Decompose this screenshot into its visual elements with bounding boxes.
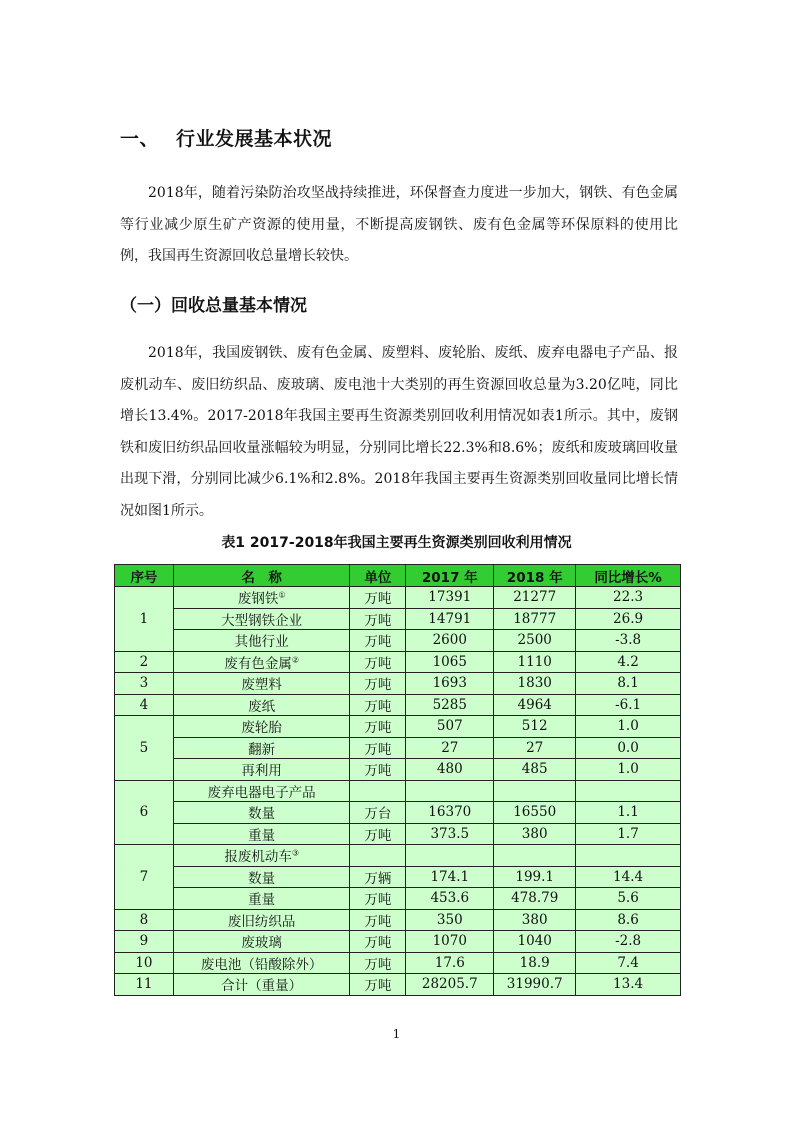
value-2018-cell: 1040 — [494, 931, 576, 953]
table-row — [115, 866, 681, 888]
name-text: 废钢铁 — [237, 591, 279, 608]
unit-cell: 万吨 — [350, 587, 406, 609]
table-row — [115, 909, 681, 931]
table-row — [115, 716, 681, 738]
value-2017-cell — [406, 780, 494, 802]
value-2018-cell: 512 — [494, 716, 576, 738]
unit-cell: 万吨 — [350, 608, 406, 630]
value-2018-cell: 18.9 — [494, 952, 576, 974]
section-number: 一、 — [120, 128, 160, 150]
unit-cell: 万吨 — [350, 888, 406, 910]
seq-cell: 4 — [115, 694, 174, 716]
growth-cell — [576, 845, 681, 867]
table-row — [115, 630, 681, 652]
unit-cell: 万吨 — [350, 716, 406, 738]
table-row — [115, 737, 681, 759]
unit-cell: 万台 — [350, 802, 406, 824]
unit-cell: 万辆 — [350, 866, 406, 888]
name-cell: 废玻璃 — [173, 931, 350, 953]
seq-cell: 7 — [115, 845, 174, 910]
table-row — [115, 587, 681, 609]
value-2017-cell: 27 — [406, 737, 494, 759]
name-cell: 废轮胎 — [173, 716, 350, 738]
value-2017-cell: 480 — [406, 759, 494, 781]
unit-cell — [350, 845, 406, 867]
name-cell: 废弃电器电子产品 — [173, 780, 350, 802]
seq-cell: 11 — [115, 974, 174, 996]
value-2017-cell: 17.6 — [406, 952, 494, 974]
name-cell: 其他行业 — [173, 630, 350, 652]
unit-cell: 万吨 — [350, 974, 406, 996]
name-text: 报废机动车 — [224, 849, 292, 866]
unit-cell: 万吨 — [350, 737, 406, 759]
table-header-row — [115, 565, 681, 587]
value-2017-cell: 1065 — [406, 651, 494, 673]
value-2017-cell: 373.5 — [406, 823, 494, 845]
body-paragraph: 2018年，我国废钢铁、废有色金属、废塑料、废轮胎、废纸、废弃电器电子产品、报废机动车、废旧纺织品、废玻璃、废电池十大类别的再生资源回收总量为3.20亿吨，同比增长13.4%。2017-2018年我国主要再生资源类别回收利用情况如表1所示。其中，废钢铁和废旧纺织品回收量涨幅较为明显，分别同比增长22.3%和8.6%；废纸和废玻璃回收量出现下滑，分别同比减少6.1%和2.8%。2018年我国主要再生资源类别回收量同比增长情况如图1所示。 — [120, 345, 678, 519]
seq-cell: 3 — [115, 673, 174, 695]
value-2017-cell: 5285 — [406, 694, 494, 716]
table-row — [115, 888, 681, 910]
growth-cell: 1.0 — [576, 716, 681, 738]
section-heading — [120, 124, 332, 151]
name-cell: 废电池（铅酸除外） — [173, 952, 350, 974]
value-2018-cell: 1830 — [494, 673, 576, 695]
seq-cell: 5 — [115, 716, 174, 781]
value-2017-cell: 350 — [406, 909, 494, 931]
header-growth: 同比增长% — [576, 565, 681, 587]
seq-cell: 10 — [115, 952, 174, 974]
value-2018-cell: 380 — [494, 823, 576, 845]
unit-cell: 万吨 — [350, 823, 406, 845]
value-2018-cell: 478.79 — [494, 888, 576, 910]
growth-cell: 7.4 — [576, 952, 681, 974]
value-2017-cell: 507 — [406, 716, 494, 738]
growth-cell: 5.6 — [576, 888, 681, 910]
footnote-mark: ③ — [291, 848, 299, 858]
unit-cell: 万吨 — [350, 931, 406, 953]
header-2018: 2018 年 — [494, 565, 576, 587]
value-2018-cell: 27 — [494, 737, 576, 759]
value-2017-cell: 1070 — [406, 931, 494, 953]
header-seq: 序号 — [115, 565, 174, 587]
value-2017-cell: 453.6 — [406, 888, 494, 910]
value-2017-cell — [406, 845, 494, 867]
unit-cell — [350, 780, 406, 802]
value-2017-cell: 17391 — [406, 587, 494, 609]
growth-cell: 1.1 — [576, 802, 681, 824]
value-2018-cell: 380 — [494, 909, 576, 931]
name-cell: 重量 — [173, 888, 350, 910]
seq-cell: 9 — [115, 931, 174, 953]
seq-cell: 1 — [115, 587, 174, 652]
value-2017-cell: 14791 — [406, 608, 494, 630]
name-cell: 废塑料 — [173, 673, 350, 695]
value-2017-cell: 1693 — [406, 673, 494, 695]
subsection-heading: （一）回收总量基本情况 — [120, 296, 307, 316]
header-2017: 2017 年 — [406, 565, 494, 587]
table-row — [115, 780, 681, 802]
unit-cell: 万吨 — [350, 909, 406, 931]
name-cell: 废纸 — [173, 694, 350, 716]
growth-cell: 1.0 — [576, 759, 681, 781]
table-row — [115, 694, 681, 716]
value-2017-cell: 174.1 — [406, 866, 494, 888]
growth-cell — [576, 780, 681, 802]
name-cell: 数量 — [173, 866, 350, 888]
growth-cell: 0.0 — [576, 737, 681, 759]
table-row — [115, 802, 681, 824]
seq-cell: 8 — [115, 909, 174, 931]
growth-cell: 8.6 — [576, 909, 681, 931]
name-cell — [173, 845, 350, 867]
recycling-table — [114, 564, 681, 996]
table-row — [115, 974, 681, 996]
value-2018-cell: 2500 — [494, 630, 576, 652]
table-row — [115, 608, 681, 630]
value-2018-cell: 1110 — [494, 651, 576, 673]
value-2018-cell: 21277 — [494, 587, 576, 609]
unit-cell: 万吨 — [350, 673, 406, 695]
header-unit: 单位 — [350, 565, 406, 587]
growth-cell: -2.8 — [576, 931, 681, 953]
section-title: 行业发展基本状况 — [176, 128, 333, 150]
growth-cell: 26.9 — [576, 608, 681, 630]
value-2018-cell: 199.1 — [494, 866, 576, 888]
name-cell: 再利用 — [173, 759, 350, 781]
value-2018-cell: 18777 — [494, 608, 576, 630]
unit-cell: 万吨 — [350, 694, 406, 716]
unit-cell: 万吨 — [350, 651, 406, 673]
intro-paragraph: 2018年，随着污染防治攻坚战持续推进，环保督查力度进一步加大，钢铁、有色金属等行业减少原生矿产资源的使用量，不断提高废钢铁、废有色金属等环保原料的使用比例，我国再生资源回收总量增长较快。 — [120, 185, 678, 264]
table-row — [115, 845, 681, 867]
growth-cell: 1.7 — [576, 823, 681, 845]
growth-cell: 8.1 — [576, 673, 681, 695]
value-2018-cell: 16550 — [494, 802, 576, 824]
name-cell: 大型钢铁企业 — [173, 608, 350, 630]
name-cell: 翻新 — [173, 737, 350, 759]
table-row — [115, 651, 681, 673]
value-2017-cell: 2600 — [406, 630, 494, 652]
name-cell: 合计（重量） — [173, 974, 350, 996]
footnote-mark: ① — [278, 590, 286, 600]
name-cell — [173, 587, 350, 609]
growth-cell: -6.1 — [576, 694, 681, 716]
table-row — [115, 931, 681, 953]
growth-cell: 13.4 — [576, 974, 681, 996]
growth-cell: 14.4 — [576, 866, 681, 888]
footnote-mark: ② — [291, 655, 299, 665]
name-text: 废有色金属 — [224, 655, 292, 672]
value-2018-cell: 4964 — [494, 694, 576, 716]
name-cell: 数量 — [173, 802, 350, 824]
seq-cell: 6 — [115, 780, 174, 845]
growth-cell: 4.2 — [576, 651, 681, 673]
unit-cell: 万吨 — [350, 630, 406, 652]
value-2017-cell: 16370 — [406, 802, 494, 824]
growth-cell: 22.3 — [576, 587, 681, 609]
value-2017-cell: 28205.7 — [406, 974, 494, 996]
table-caption: 表1 2017-2018年我国主要再生资源类别回收利用情况 — [221, 535, 572, 551]
table-row — [115, 673, 681, 695]
value-2018-cell — [494, 780, 576, 802]
seq-cell: 2 — [115, 651, 174, 673]
unit-cell: 万吨 — [350, 952, 406, 974]
table-row — [115, 952, 681, 974]
growth-cell: -3.8 — [576, 630, 681, 652]
name-cell: 废旧纺织品 — [173, 909, 350, 931]
table-row — [115, 823, 681, 845]
page-number: 1 — [392, 1027, 401, 1041]
header-name: 名 称 — [173, 565, 350, 587]
value-2018-cell: 485 — [494, 759, 576, 781]
table-row — [115, 759, 681, 781]
value-2018-cell — [494, 845, 576, 867]
name-cell: 重量 — [173, 823, 350, 845]
value-2018-cell: 31990.7 — [494, 974, 576, 996]
unit-cell: 万吨 — [350, 759, 406, 781]
name-cell — [173, 651, 350, 673]
